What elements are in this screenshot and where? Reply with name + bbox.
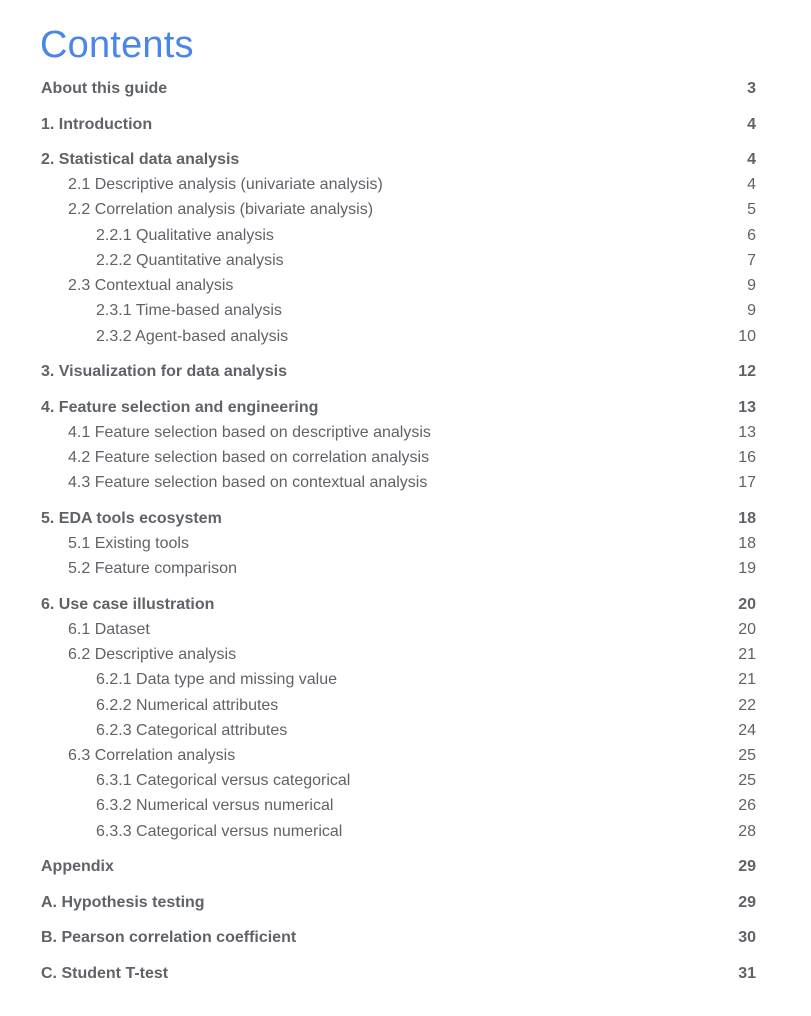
toc-entry-use-case-correlation[interactable] <box>0 745 811 767</box>
toc-entry-correlation-analysis[interactable] <box>0 199 811 221</box>
toc-entry-use-case-descriptive[interactable] <box>0 644 811 666</box>
toc-entry-hypothesis-testing[interactable] <box>0 892 811 914</box>
toc-entry-time-based-analysis[interactable] <box>0 300 811 322</box>
toc-entry-label: 4.2 Feature selection based on correlation analysis <box>68 449 430 466</box>
toc-entry-existing-tools[interactable] <box>0 533 811 555</box>
toc-entry-feature-selection-correlation[interactable] <box>0 447 811 469</box>
toc-entry-label: 4.1 Feature selection based on descriptive analysis <box>68 424 431 441</box>
toc-entry-page: 28 <box>738 823 756 840</box>
toc-entry-feature-selection[interactable] <box>0 397 811 419</box>
toc-entry-data-type[interactable] <box>0 669 811 691</box>
toc-entry-categorical-attributes[interactable] <box>0 720 811 742</box>
page-title: Contents <box>40 24 194 66</box>
toc-entry-label: 2.2.2 Quantitative analysis <box>96 252 284 269</box>
toc-entry-label: 5.1 Existing tools <box>68 535 189 552</box>
toc-entry-page: 20 <box>738 596 756 613</box>
toc-entry-page: 17 <box>738 474 756 491</box>
toc-entry-label: 2.3.2 Agent-based analysis <box>96 328 289 345</box>
toc-entry-page: 29 <box>738 894 756 911</box>
toc-entry-cat-vs-num[interactable] <box>0 821 811 843</box>
toc-entry-page: 4 <box>747 116 756 133</box>
toc-entry-descriptive-analysis[interactable] <box>0 174 811 196</box>
toc-entry-page: 26 <box>738 797 756 814</box>
toc-entry-visualization[interactable] <box>0 361 811 383</box>
toc-entry-page: 10 <box>738 328 756 345</box>
toc-entry-num-vs-num[interactable] <box>0 795 811 817</box>
toc-entry-cat-vs-cat[interactable] <box>0 770 811 792</box>
toc-entry-statistical-analysis[interactable] <box>0 149 811 171</box>
toc-entry-page: 22 <box>738 697 756 714</box>
toc-entry-label: About this guide <box>41 80 168 97</box>
toc-entry-page: 19 <box>738 560 756 577</box>
toc-entry-label: 4.3 Feature selection based on contextual analysis <box>68 474 428 491</box>
toc-entry-feature-selection-descriptive[interactable] <box>0 422 811 444</box>
toc-entry-agent-based-analysis[interactable] <box>0 326 811 348</box>
toc-entry-label: 2.2.1 Qualitative analysis <box>96 227 274 244</box>
toc-entry-student-t-test[interactable] <box>0 963 811 985</box>
toc-entry-page: 12 <box>738 363 756 380</box>
toc-entry-label: 6.3 Correlation analysis <box>68 747 236 764</box>
toc-entry-page: 6 <box>747 227 756 244</box>
toc-entry-label: 5.2 Feature comparison <box>68 560 237 577</box>
toc-entry-page: 16 <box>738 449 756 466</box>
toc-entry-pearson[interactable] <box>0 927 811 949</box>
toc-entry-page: 20 <box>738 621 756 638</box>
toc-entry-numerical-attributes[interactable] <box>0 695 811 717</box>
toc-entry-page: 3 <box>747 80 756 97</box>
toc-entry-page: 13 <box>738 424 756 441</box>
toc-entry-page: 4 <box>747 176 756 193</box>
toc-entry-label: 6.2.1 Data type and missing value <box>96 671 338 688</box>
toc-entry-appendix[interactable] <box>0 856 811 878</box>
toc-entry-page: 31 <box>738 965 756 982</box>
toc-entry-label: 5. EDA tools ecosystem <box>41 510 222 527</box>
toc-entry-label: Appendix <box>41 858 114 875</box>
toc-entry-label: 3. Visualization for data analysis <box>41 363 288 380</box>
toc-entry-feature-comparison[interactable] <box>0 558 811 580</box>
toc-entry-label: A. Hypothesis testing <box>41 894 205 911</box>
toc-entry-introduction[interactable] <box>0 114 811 136</box>
toc-entry-page: 9 <box>747 277 756 294</box>
toc-entry-label: 2.2 Correlation analysis (bivariate analysis) <box>68 201 374 218</box>
toc-entry-feature-selection-contextual[interactable] <box>0 472 811 494</box>
toc-entry-page: 5 <box>747 201 756 218</box>
toc-entry-label: 2.1 Descriptive analysis (univariate analysis) <box>68 176 383 193</box>
toc-entry-page: 30 <box>738 929 756 946</box>
toc-entry-label: 4. Feature selection and engineering <box>41 399 319 416</box>
toc-entry-label: 6.3.2 Numerical versus numerical <box>96 797 334 814</box>
toc-entry-page: 7 <box>747 252 756 269</box>
toc-entry-page: 4 <box>747 151 756 168</box>
toc-entry-quantitative-analysis[interactable] <box>0 250 811 272</box>
toc-entry-page: 25 <box>738 772 756 789</box>
toc-entry-label: 1. Introduction <box>41 116 153 133</box>
toc-entry-contextual-analysis[interactable] <box>0 275 811 297</box>
toc-entry-dataset[interactable] <box>0 619 811 641</box>
toc-entry-qualitative-analysis[interactable] <box>0 225 811 247</box>
toc-entry-label: 2.3.1 Time-based analysis <box>96 302 282 319</box>
toc-entry-label: 2. Statistical data analysis <box>41 151 240 168</box>
toc-entry-label: 2.3 Contextual analysis <box>68 277 234 294</box>
toc-entry-eda-tools[interactable] <box>0 508 811 530</box>
toc-entry-page: 24 <box>738 722 756 739</box>
toc-entry-label: C. Student T-test <box>41 965 169 982</box>
toc-entry-page: 13 <box>738 399 756 416</box>
toc-entry-label: 6.2 Descriptive analysis <box>68 646 237 663</box>
toc-entry-label: B. Pearson correlation coefficient <box>41 929 297 946</box>
toc-entry-use-case[interactable] <box>0 594 811 616</box>
toc-entry-page: 18 <box>738 535 756 552</box>
toc-entry-label: 6.3.1 Categorical versus categorical <box>96 772 351 789</box>
toc-entry-label: 6.1 Dataset <box>68 621 150 638</box>
toc-entry-page: 25 <box>738 747 756 764</box>
toc-entry-page: 18 <box>738 510 756 527</box>
toc-entry-about[interactable] <box>0 78 811 100</box>
toc-entry-label: 6.3.3 Categorical versus numerical <box>96 823 343 840</box>
toc-entry-page: 21 <box>738 671 756 688</box>
toc-entry-label: 6. Use case illustration <box>41 596 215 613</box>
toc-entry-page: 21 <box>738 646 756 663</box>
toc-entry-page: 9 <box>747 302 756 319</box>
toc-entry-label: 6.2.3 Categorical attributes <box>96 722 288 739</box>
toc-entry-page: 29 <box>738 858 756 875</box>
toc-entry-label: 6.2.2 Numerical attributes <box>96 697 279 714</box>
